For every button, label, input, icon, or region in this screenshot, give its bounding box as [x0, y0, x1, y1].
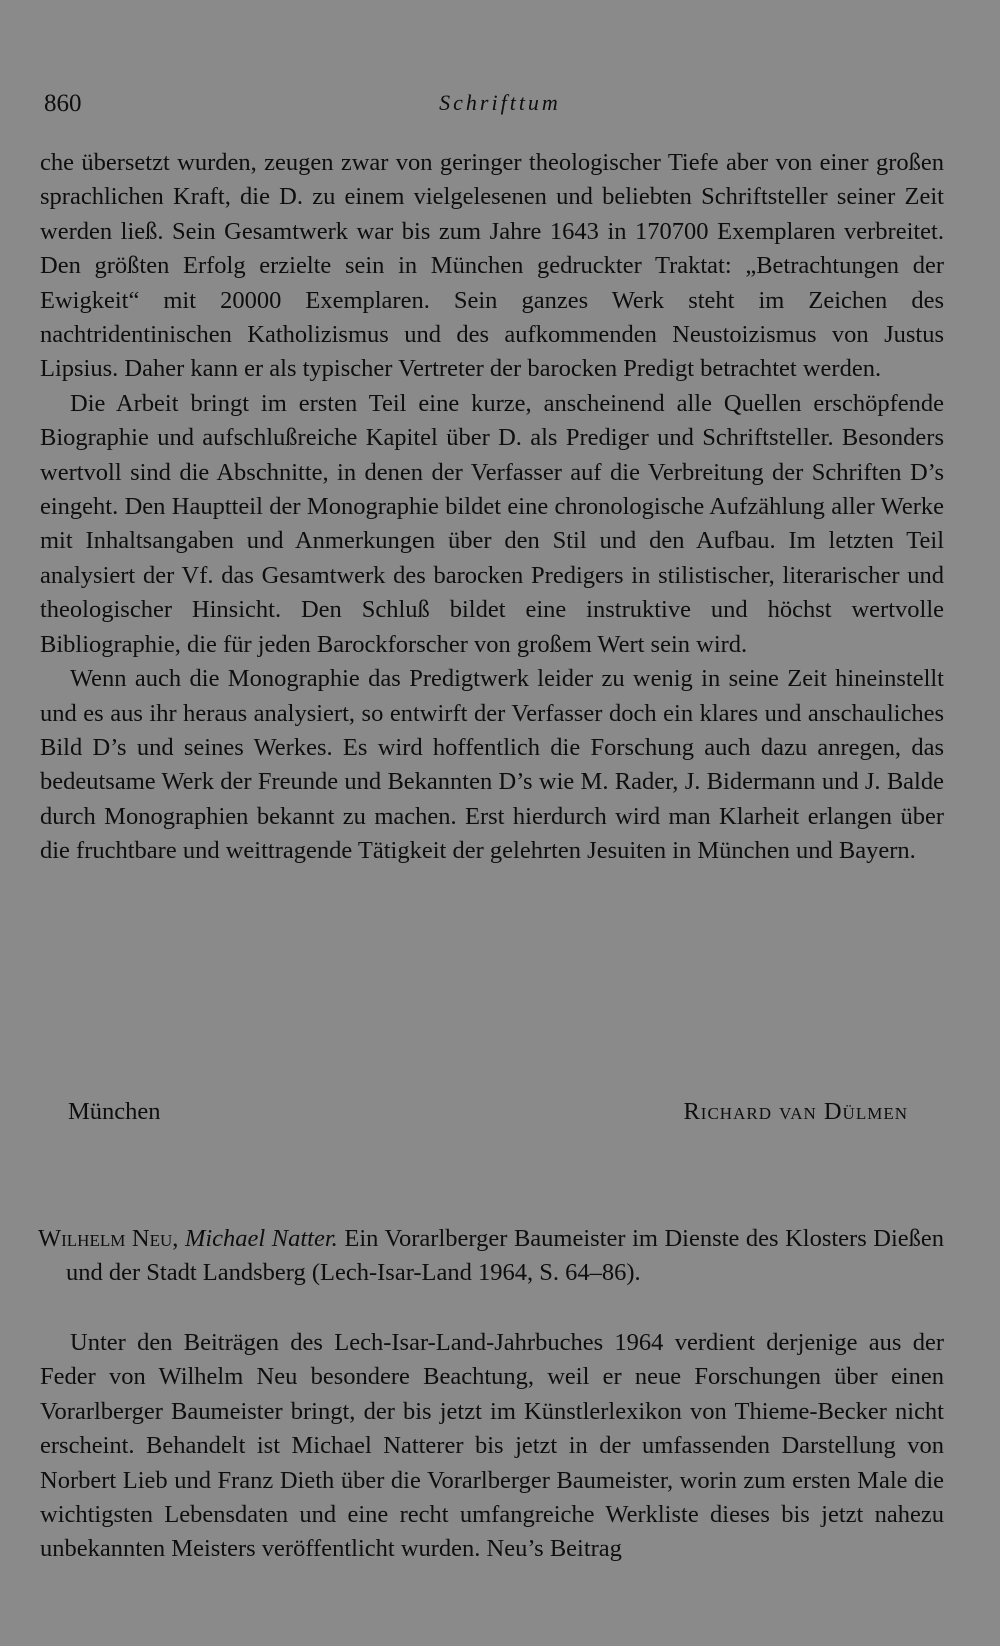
- reviewer-name: Richard van Dülmen: [683, 1098, 908, 1125]
- signature-place: München: [68, 1098, 161, 1125]
- page-header: [40, 90, 960, 122]
- bibliographic-citation: [38, 1222, 944, 1291]
- review-signature: [68, 1098, 908, 1132]
- review-text: [40, 1326, 944, 1567]
- citation-title: Michael Natter.: [184, 1225, 338, 1252]
- citation-author: Wilhelm Neu,: [38, 1225, 179, 1252]
- running-head: Schrifttum: [439, 90, 561, 115]
- paragraph: che übersetzt wurden, zeugen zwar von geringer theologischer Tiefe aber von einer großen sprachlichen Kraft, die D. zu einem vielgelesenen und beliebten Schriftsteller seiner Zeit werden ließ. Sein Gesamtwerk war bis zum Jahre 1643 in 170700 Exemplaren verbreitet. Den größten Erfolg erzielte sein in München gedruckter Traktat: „Betrachtungen der Ewigkeit“ mit 20000 Exemplaren. Sein ganzes Werk steht im Zeichen des nachtridentinischen Katholizismus und des aufkommenden Neustoizismus von Justus Lipsius. Daher kann er als typischer Vertreter der barocken Predigt betrachtet werden.: [40, 149, 944, 383]
- page-number: 860: [44, 90, 82, 117]
- citation-details: Ein Vorarlberger Baumeister im Dienste des Klosters Dießen und der Stadt Landsberg (Lech-Isar-Land 1964, S. 64–86).: [66, 1225, 945, 1287]
- paragraph: Wenn auch die Monographie das Predigtwerk leider zu wenig in seine Zeit hineinstellt und es aus ihr heraus analysiert, so entwirft der Verfasser doch ein klares und anschauliches Bild D’s und seines Werkes. Es wird hoffentlich die Forschung auch dazu anregen, das bedeutsame Werk der Freunde und Bekannten D’s wie M. Rader, J. Bidermann und J. Balde durch Monographien bekannt zu machen. Erst hierdurch wird man Klarheit erlangen über die fruchtbare und weittragende Tätigkeit der gelehrten Jesuiten in München und Bayern.: [40, 665, 944, 865]
- paragraph: Unter den Beiträgen des Lech-Isar-Land-Jahrbuches 1964 verdient derjenige aus der Feder von Wilhelm Neu besondere Beachtung, weil er neue Forschungen über einen Vorarlberger Baumeister bringt, der bis jetzt im Künstlerlexikon von Thieme-Becker nicht erscheint. Behandelt ist Michael Natterer bis jetzt in der umfassenden Darstellung von Norbert Lieb und Franz Dieth über die Vorarlberger Baumeister, worin zum ersten Male die wichtigsten Lebensdaten und eine recht umfangreiche Werkliste dieses bis jetzt nahezu unbekannten Meisters veröffentlicht wurden. Neu’s Beitrag: [40, 1329, 944, 1563]
- paragraph: Die Arbeit bringt im ersten Teil eine kurze, anscheinend alle Quellen erschöpfende Biographie und aufschlußreiche Kapitel über D. als Prediger und Schriftsteller. Besonders wertvoll sind die Abschnitte, in denen der Verfasser auf die Verbreitung der Schriften D’s eingeht. Den Hauptteil der Monographie bildet eine chronologische Aufzählung aller Werke mit Inhaltsangaben und Anmerkungen über den Stil und den Aufbau. Im letzten Teil analysiert der Vf. das Gesamtwerk des barocken Predigers in stilistischer, literarischer und theologischer Hinsicht. Den Schluß bildet eine instruktive und höchst wertvolle Bibliographie, die für jeden Barockforscher von großem Wert sein wird.: [40, 389, 944, 658]
- review-text: [40, 146, 944, 869]
